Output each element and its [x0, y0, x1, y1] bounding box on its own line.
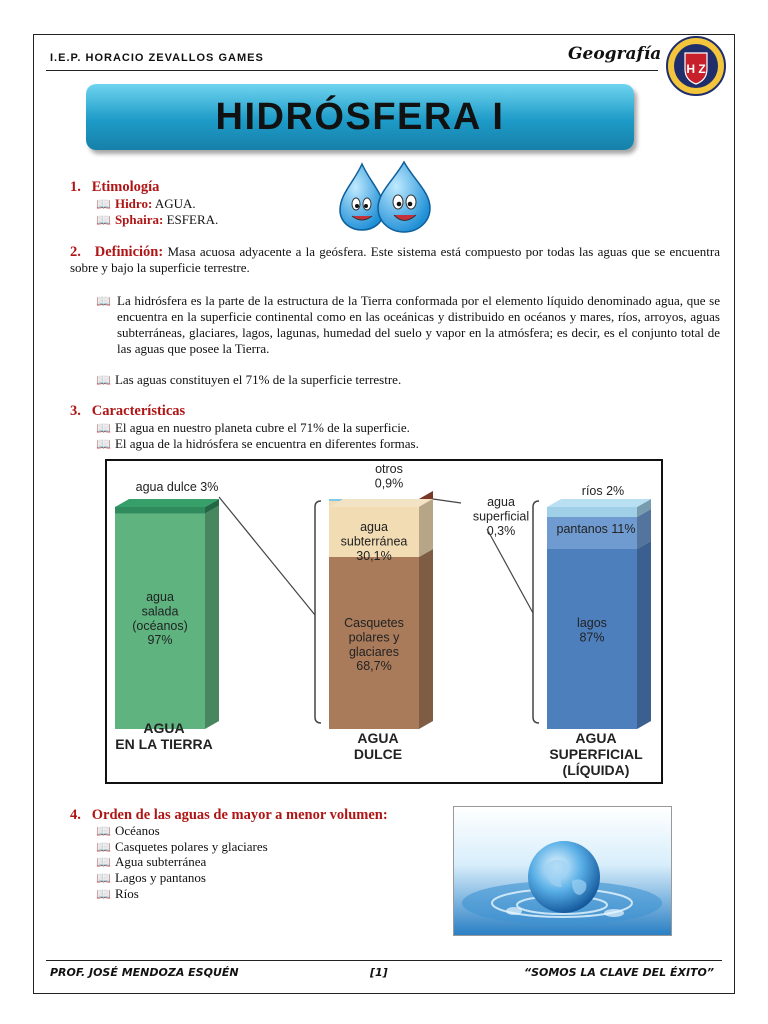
header-divider — [46, 70, 658, 71]
definition-paragraph-1: La hidrósfera es la parte de la estructura de la Tierra conformada por el elemento líquido denominado agua, que se encuentra en la superficie continental como en las oceánicas y distribuido en océanos y mares, ríos, arroyos, aguas subterráneas, glaciares, lagos, lagunas, humedad del suelo y vapor en la atmósfera; es decir, es el conjunto total de las aguas que posee la Tierra. — [117, 293, 720, 356]
chart-segment-label: Casquetes polares y glaciares 68,7% — [344, 616, 404, 674]
water-distribution-chart — [105, 459, 663, 784]
footer-motto: “SOMOS LA CLAVE DEL ÉXITO” — [524, 966, 714, 979]
school-name: I.E.P. HORACIO ZEVALLOS GAMES — [50, 52, 264, 64]
book-icon: 📖 — [96, 824, 111, 838]
section-4-heading: 4. Orden de las aguas de mayor a menor volumen: — [70, 807, 388, 823]
chart-segment-label: ríos 2% — [581, 484, 625, 498]
volume-item: 📖 Casquetes polares y glaciares — [96, 839, 268, 854]
water-drops-icon — [330, 160, 442, 234]
chart-bar-side — [419, 549, 433, 729]
section-2-definition: 2. Definición: Masa acuosa adyacente a la geósfera. Este sistema está compuesto por todas las aguas que se encuentra sobre y bajo la superficie terrestre. — [70, 244, 721, 275]
footer-page-number: [1] — [370, 966, 388, 979]
volume-item: 📖 Océanos — [96, 823, 160, 838]
chart-segment-label: agua dulce 3% — [135, 480, 219, 494]
chart-bar-top — [115, 499, 219, 507]
chart-segment-label: agua salada (océanos) 97% — [132, 590, 188, 648]
characteristic-item-1: 📖 El agua en nuestro planeta cubre el 71% de la superficie. — [96, 420, 410, 435]
book-icon: 📖 — [96, 840, 111, 854]
book-icon: 📖 — [96, 887, 111, 901]
title-banner — [86, 84, 634, 150]
chart-column-label: AGUA SUPERFICIAL (LÍQUIDA) — [549, 730, 643, 779]
chart-bracket — [315, 501, 321, 723]
chart-bar-segment — [115, 507, 205, 514]
chart-column-label: AGUA EN LA TIERRA — [115, 720, 213, 753]
chart-segment-label: lagos 87% — [577, 616, 607, 645]
book-icon: 📖 — [96, 871, 111, 885]
book-icon: 📖 — [96, 421, 111, 435]
chart-bracket — [533, 501, 539, 723]
crest-initials: H Z — [686, 62, 706, 76]
book-icon: 📖 — [96, 294, 111, 308]
book-icon: 📖 — [96, 437, 111, 451]
chart-bar-top — [547, 499, 651, 507]
chart-connector-line — [433, 499, 461, 503]
chart-column-label: AGUA DULCE — [353, 730, 403, 763]
volume-item: 📖 Ríos — [96, 886, 139, 901]
chart-segment-label: agua superficial 0,3% — [472, 495, 530, 538]
water-globe-image — [453, 806, 672, 936]
school-crest-icon — [666, 36, 726, 96]
section-3-heading: 3. Características — [70, 403, 186, 419]
footer-divider — [46, 960, 722, 961]
book-icon: 📖 — [96, 855, 111, 869]
page-title: HIDRÓSFERA I — [215, 95, 505, 138]
book-icon: 📖 — [96, 213, 111, 227]
chart-bar-side — [637, 541, 651, 729]
definition-paragraph-2: 📖 Las aguas constituyen el 71% de la superficie terrestre. — [96, 372, 402, 387]
chart-segment-label: otros 0,9% — [374, 462, 404, 491]
volume-item: 📖 Agua subterránea — [96, 854, 207, 869]
book-icon: 📖 — [96, 197, 111, 211]
book-icon: 📖 — [96, 373, 111, 387]
volume-item: 📖 Lagos y pantanos — [96, 870, 206, 885]
chart-bar-side — [205, 506, 219, 729]
footer-author: PROF. JOSÉ MENDOZA ESQUÉN — [50, 966, 239, 979]
chart-segment-label: pantanos 11% — [556, 522, 636, 536]
chart-segment-label: agua subterránea 30,1% — [340, 520, 408, 563]
etymology-item-2: 📖 Sphaira: ESFERA. — [96, 212, 219, 227]
chart-connector-line — [487, 529, 533, 613]
chart-bar-segment — [547, 507, 637, 517]
subject-name: Geografía — [568, 44, 662, 64]
characteristic-item-2: 📖 El agua de la hidrósfera se encuentra en diferentes formas. — [96, 436, 419, 451]
section-1-heading: 1. Etimología — [70, 179, 160, 195]
chart-connector-line — [219, 497, 315, 615]
etymology-item-1: 📖 Hidro: AGUA. — [96, 196, 196, 211]
chart-bar-top — [329, 499, 433, 507]
